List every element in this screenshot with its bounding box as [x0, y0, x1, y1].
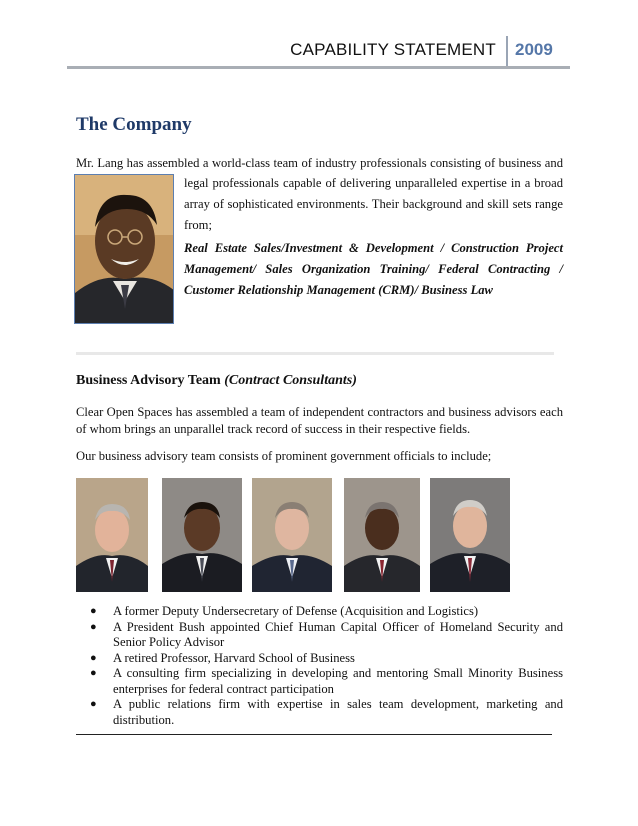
- list-item: ● A public relations firm with expertise in sales team development, marketing and distribution.: [90, 697, 563, 727]
- advisory-paragraph: Clear Open Spaces has assembled a team of independent contractors and business advisors each of whom brings an unparallel track record of success in their respective fields.: [76, 405, 563, 436]
- list-item: ● A President Bush appointed Chief Human Capital Officer of Homeland Security and Senior Policy Advisor: [90, 619, 563, 649]
- header-title: CAPABILITY STATEMENT: [290, 40, 496, 59]
- advisor-photo-5: [430, 478, 510, 592]
- section-divider: [76, 352, 554, 355]
- list-item: ● A retired Professor, Harvard School of Business: [90, 650, 355, 665]
- header-separator: [506, 36, 508, 66]
- bullet-icon: ●: [90, 620, 97, 633]
- header-rule: [67, 66, 570, 69]
- bullet-icon: ●: [90, 667, 97, 679]
- footer-rule: [76, 734, 552, 735]
- company-heading: The Company: [76, 114, 192, 135]
- advisor-photo-2: [162, 478, 242, 592]
- advisor-photos: [76, 478, 563, 592]
- focus-areas: Real Estate Sales/Investment & Development / Construction Project Management/ Sales Organization Training/ Federal Contracting / Customer Relationship Management (CRM)/ Business Law: [184, 241, 563, 297]
- bullet-icon: ●: [90, 651, 97, 664]
- advisor-photo-3: [252, 478, 332, 592]
- list-item: ● A consulting firm specializing in developing and mentoring Small Minority Business enterprises for federal contract participation: [90, 666, 563, 696]
- advisor-photo-4: [344, 478, 420, 592]
- advisory-bullet-list: [90, 604, 563, 728]
- advisor-photo-1: [76, 478, 148, 592]
- bullet-icon: ●: [90, 698, 97, 710]
- company-intro-continued: legal professionals capable of delivering unparalleled expertise in a broad array of sophisticated environments. Their background and skill sets range from;: [184, 176, 563, 232]
- advisory-heading: [76, 373, 357, 389]
- lang-portrait-photo: [74, 174, 174, 324]
- header-year: 2009: [515, 40, 553, 59]
- advisory-intro: Our business advisory team consists of prominent government officials to include;: [76, 449, 492, 463]
- advisory-heading-main: Business Advisory Team: [76, 373, 221, 388]
- company-intro-line: Mr. Lang has assembled a world-class team of industry professionals consisting of business and: [76, 156, 563, 170]
- advisory-heading-sub: (Contract Consultants): [224, 373, 357, 388]
- list-item: ● A former Deputy Undersecretary of Defense (Acquisition and Logistics): [90, 604, 479, 618]
- bullet-icon: ●: [90, 605, 97, 617]
